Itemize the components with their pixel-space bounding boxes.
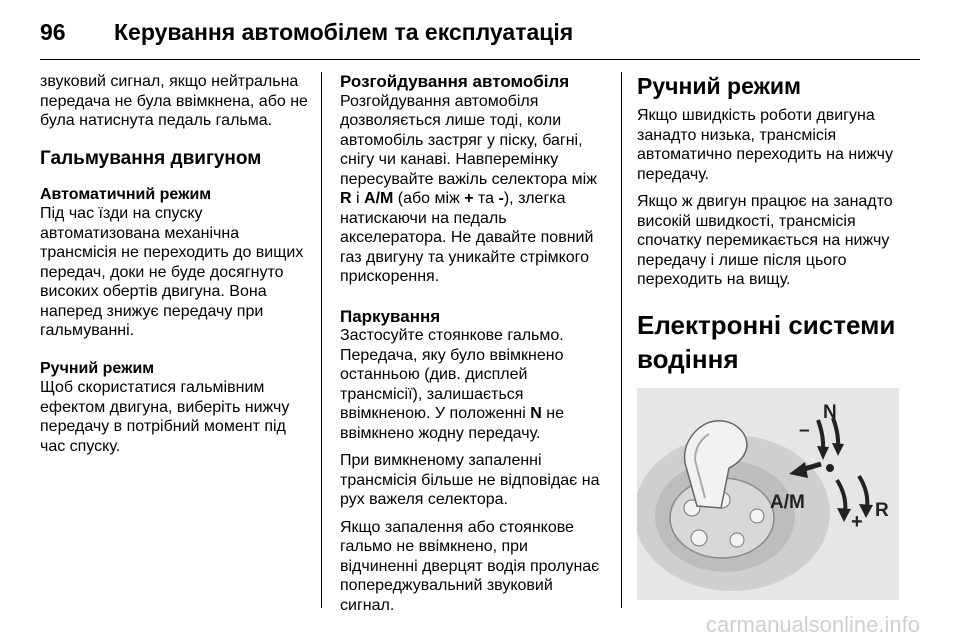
- symbol-n: N: [530, 405, 542, 422]
- symbol-am: A/M: [364, 190, 394, 207]
- symbol-minus: -: [498, 190, 504, 207]
- column-divider-1: [321, 72, 322, 608]
- manual-mode-paragraph-1: Якщо швидкість роботи двигуна занадто низька, трансмісія автоматично переходить на нижчу передачу.: [637, 107, 893, 183]
- figure-label-n: N: [823, 402, 837, 423]
- heading-rocking: Розгойдування автомобіля: [340, 72, 570, 91]
- page-header: [40, 10, 573, 54]
- watermark: carmanualsonline.info: [705, 612, 920, 637]
- column-2: [340, 72, 608, 623]
- page-number: 96: [40, 18, 66, 45]
- heading-parking: Паркування: [340, 306, 441, 326]
- column-divider-2: [621, 72, 622, 608]
- figure-label-plus: +: [851, 511, 863, 533]
- gear-selector-illustration: [637, 388, 899, 600]
- auto-mode-paragraph: Під час їзди на спуску автоматизована механічна трансмісія не переходить до вищих передач, доки не буде досягнуто високих обертів двигуна. Вона наперед знижує передачу при гальмуванні.: [40, 205, 304, 339]
- heading-auto-mode: Автоматичний режим: [40, 185, 212, 203]
- parking-paragraph-2: При вимкненому запаленні трансмісія більше не відповідає на рух важеля селектора.: [340, 452, 600, 508]
- heading-manual-mode-braking: Ручний режим: [40, 359, 155, 377]
- rocking-paragraph: Розгойдування автомобіля дозволяється лише тоді, коли автомобіль застряг у піску, багні, снігу чи канаві. Навперемінку пересувайте важіль селектора між R і A/M (або між + та -), злегка натискаючи на педаль акселератора. Не давайте повний газ двигуну та уникайте стрімкого прискорення.: [340, 92, 597, 285]
- heading-engine-braking: Гальмування двигуном: [40, 147, 262, 169]
- symbol-plus: +: [464, 190, 474, 207]
- parking-paragraph-3: Якщо запалення або стоянкове гальмо не ввімкнено, при відчиненні дверцят водія пролунає попереджувальний звуковий сигнал.: [340, 518, 600, 614]
- column-3: [637, 72, 917, 421]
- header-divider: [40, 59, 920, 60]
- manual-mode-paragraph-2: Якщо ж двигун працює на занадто високій швидкості, трансмісія спочатку перемикається на нижчу передачу і лише після цього переходить на вищу.: [637, 193, 893, 288]
- gear-selector-figure: [637, 388, 899, 600]
- figure-label-r: R: [875, 500, 889, 521]
- figure-label-minus: –: [799, 420, 810, 441]
- manual-mode-braking-paragraph: Щоб скористатися гальмівним ефектом двигуна, виберіть нижчу передачу в потрібний момент під час спуску.: [40, 379, 290, 455]
- symbol-r: R: [340, 190, 352, 207]
- intro-paragraph: звуковий сигнал, якщо нейтральна передача не була ввімкнена, або не була натиснута педаль гальма.: [40, 73, 308, 129]
- heading-electronic-systems: Електронні системи водіння: [637, 309, 896, 374]
- page-title: Керування автомобілем та експлуатація: [114, 18, 574, 45]
- column-1: [40, 72, 310, 464]
- parking-paragraph-1: Застосуйте стоянкове гальмо. Передача, яку було ввімкнено останньою (див. дисплей трансмісії), залишається ввімкненою. У положенні N не ввімкнено жодну передачу.: [340, 327, 564, 442]
- heading-manual-mode: Ручний режим: [637, 73, 802, 99]
- figure-label-am: A/M: [770, 492, 805, 513]
